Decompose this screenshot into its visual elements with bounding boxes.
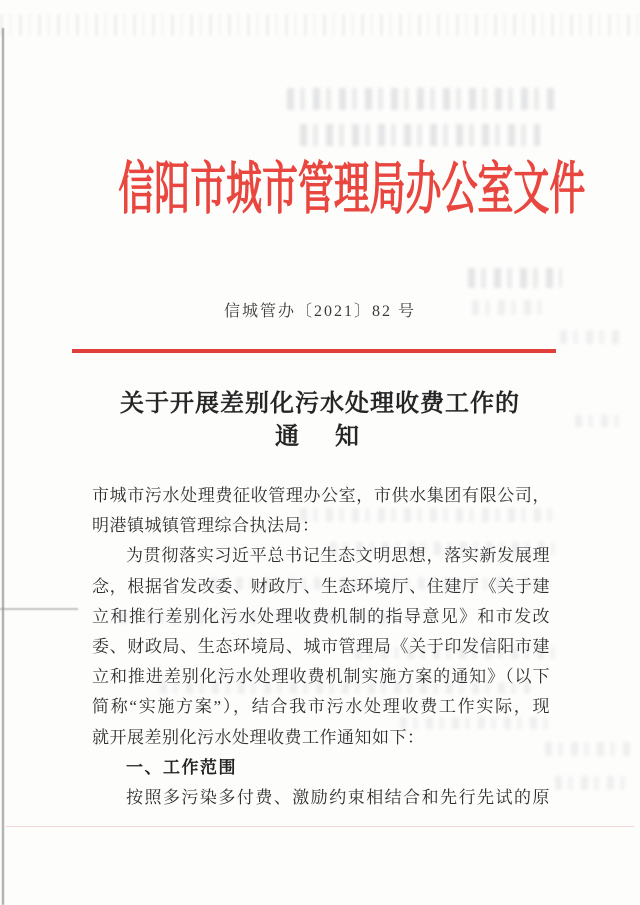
notice-title-line1: 关于开展差别化污水处理收费工作的 [120,391,520,417]
notice-title-line2: 通 知 [275,424,365,450]
bleedthrough-smudge [468,268,562,288]
section-1-line: 按照多污染多付费、激励约束相结合和先行先试的原 [126,787,550,807]
scan-left-edge [2,28,4,905]
bleedthrough-smudge [560,330,622,344]
document-body [92,481,550,813]
bleedthrough-smudge [555,776,627,790]
bleedthrough-smudge [287,88,555,110]
recipients-line: 明港镇城镇管理综合执法局： [92,516,320,536]
bleedthrough-smudge [300,124,540,146]
body-line: 念，根据省发改委、财政厅、生态环境厅、住建厅《关于建 [92,576,550,596]
body-line: 立和推行差别化污水处理收费机制的指导意见》和市发改 [92,606,550,626]
red-header-title: 信阳市城市管理局办公室文件 [118,158,586,221]
scan-margin-artifact-line [0,608,78,610]
section-1-heading: 一、工作范围 [126,757,237,777]
body-line: 委、财政局、生态环境局、城市管理局《关于印发信阳市建 [92,636,550,656]
recipients-line: 市城市污水处理费征收管理办公室，市供水集团有限公司， [92,486,550,505]
scan-bottom-artifact-line [6,826,634,827]
body-line: 为贯彻落实习近平总书记生态文明思想，落实新发展理 [126,546,550,566]
bleedthrough-smudge [545,742,630,756]
red-rule [72,349,556,353]
body-line: 就开展差别化污水处理收费工作通知如下： [92,727,425,747]
notice-title [0,388,640,454]
doc-number: 信城管办〔2021〕82 号 [223,303,416,320]
scan-noise-band [0,14,640,36]
body-line: 立和推进差别化污水处理收费机制实施方案的通知》（以下 [92,667,550,687]
body-line: 简称“实施方案”），结合我市污水处理收费工作实际，现 [92,697,550,717]
